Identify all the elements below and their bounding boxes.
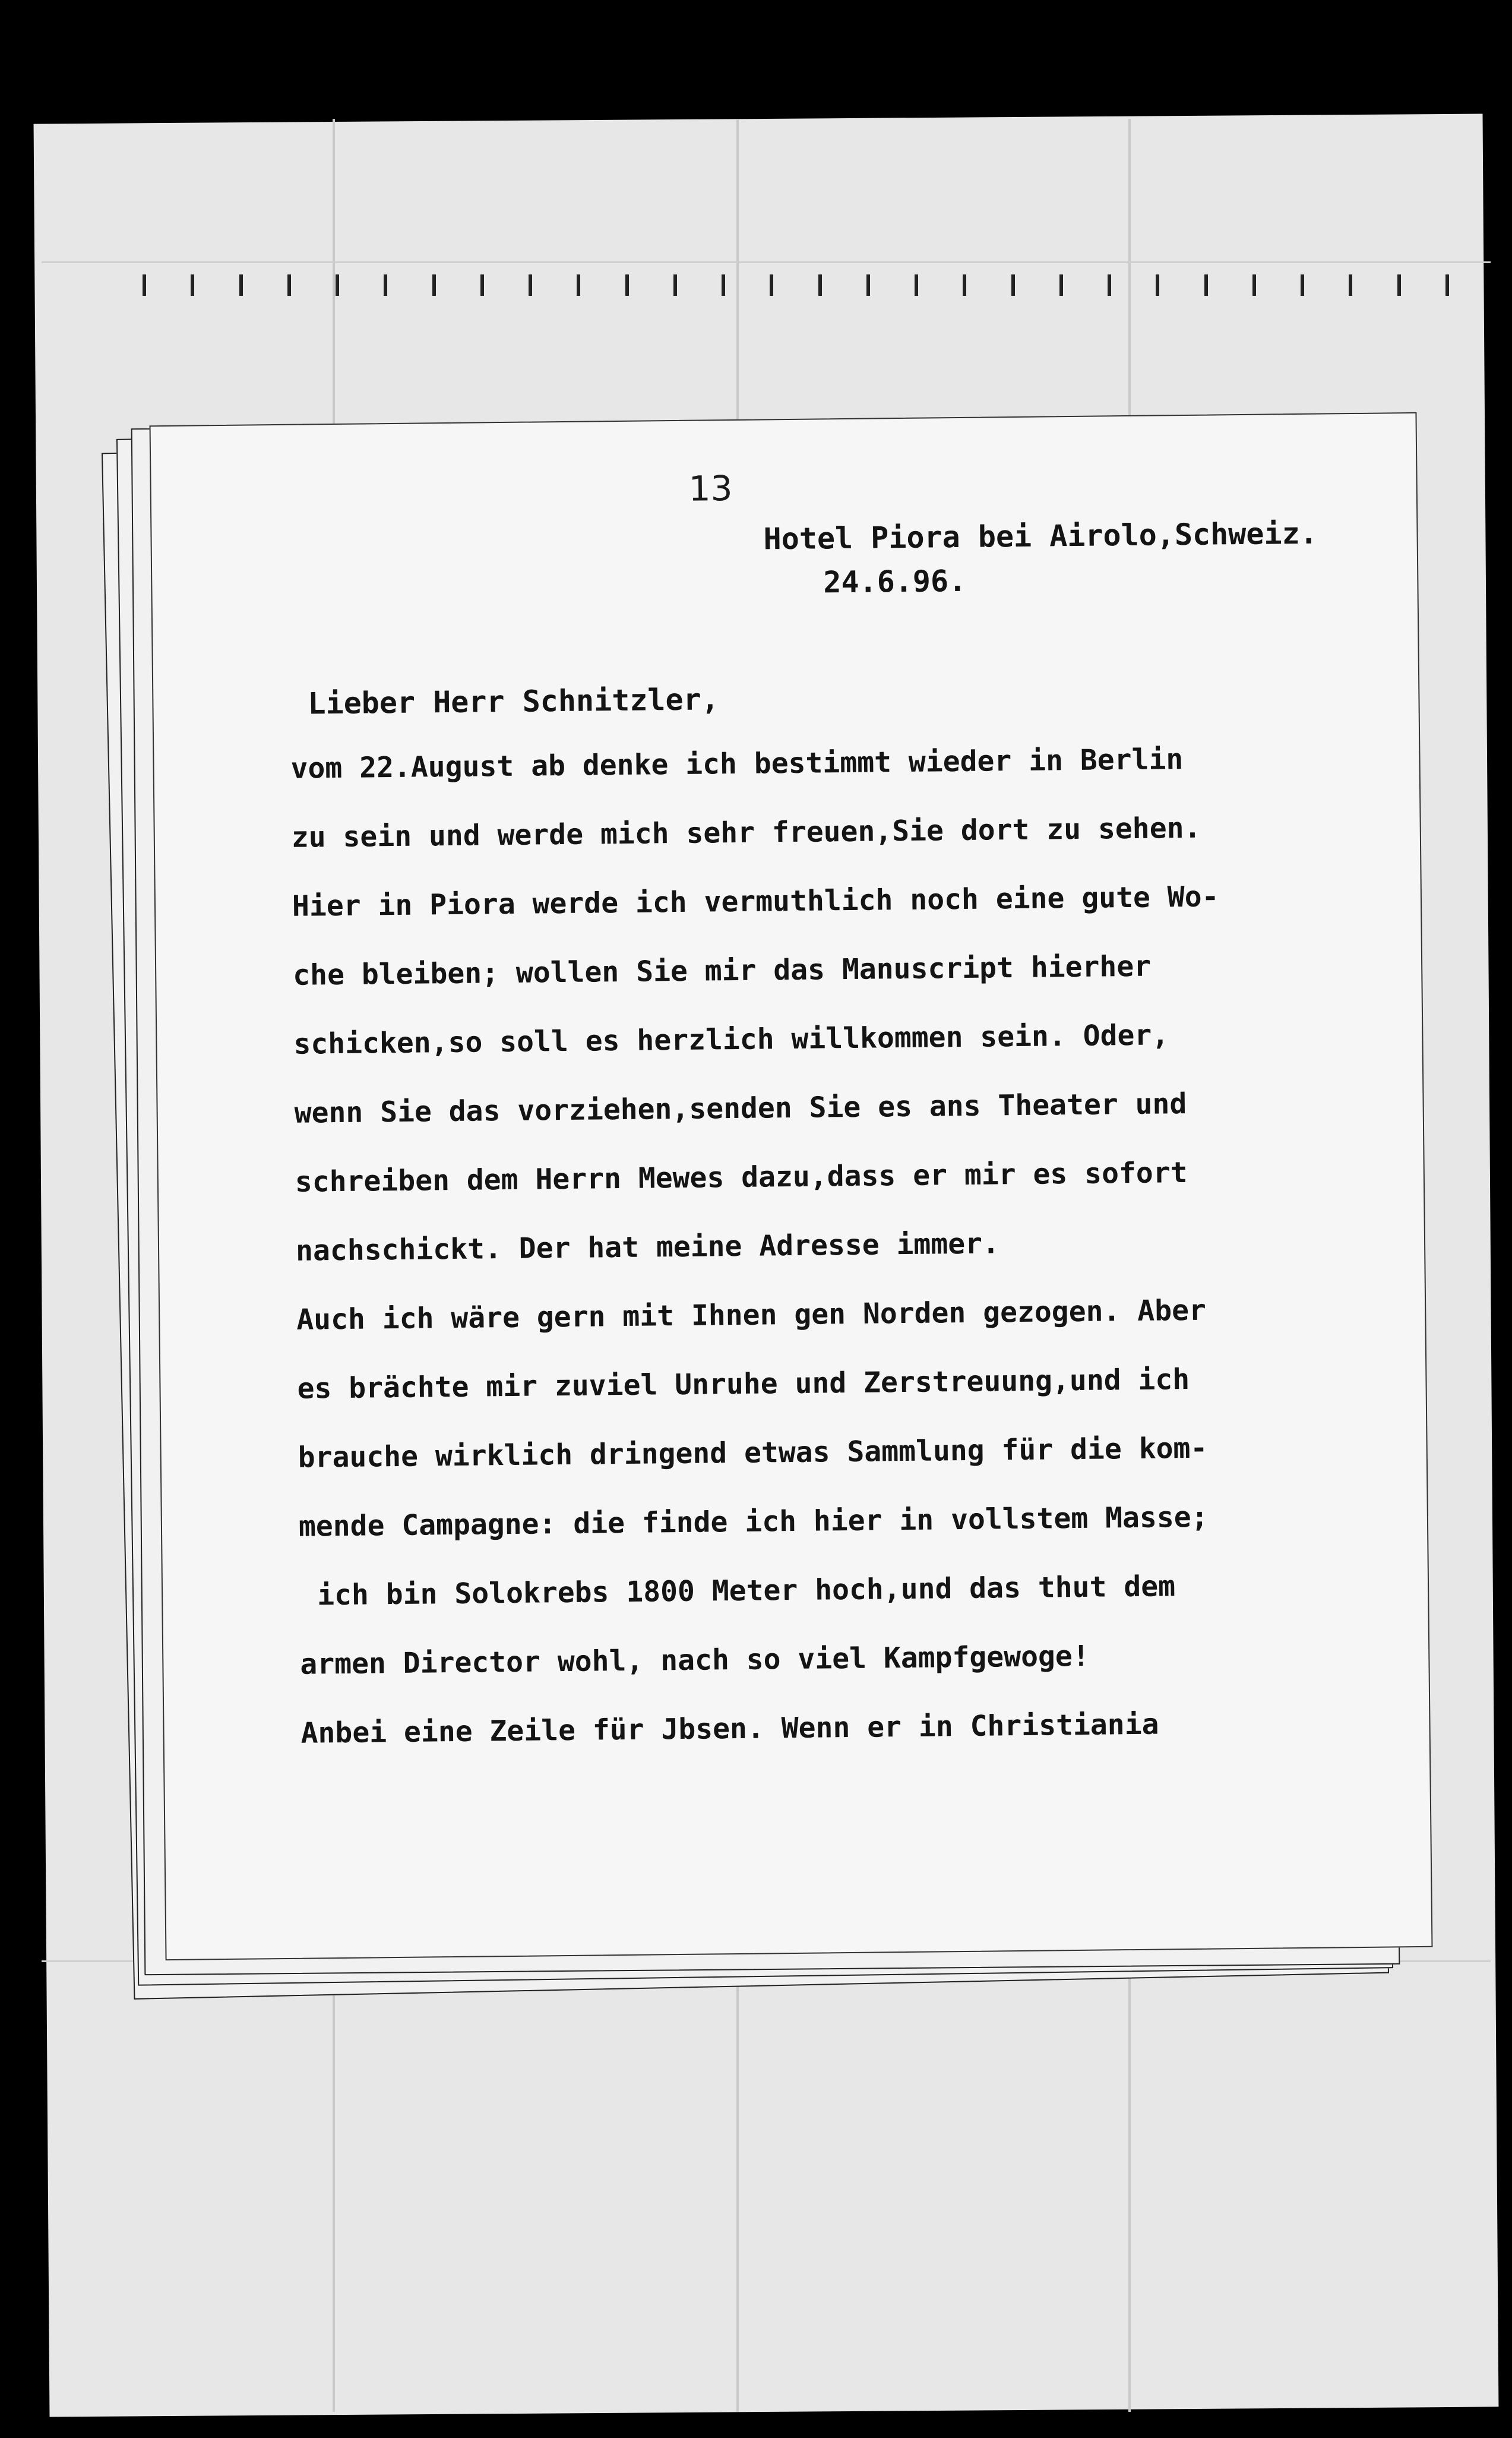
body-line: ich bin Solokrebs 1800 Meter hoch,und das thut dem [317, 1569, 1176, 1612]
letter-date: 24.6.96. [823, 563, 967, 600]
film-edge-left [0, 0, 24, 2438]
sender-address: Hotel Piora bei Airolo,Schweiz. [763, 516, 1318, 557]
body-line: schreiben dem Herrn Mewes dazu,dass er mir es sofort [295, 1156, 1188, 1199]
backing-crease [42, 261, 1491, 263]
salutation: Lieber Herr Schnitzler, [308, 682, 720, 721]
body-line: schicken,so soll es herzlich willkommen sein. Oder, [293, 1018, 1169, 1061]
body-line: Anbei eine Zeile für Jbsen. Wenn er in Christiania [300, 1707, 1159, 1750]
page-number: 13 [688, 468, 733, 509]
letter-page [150, 412, 1433, 1960]
body-line: nachschickt. Der hat meine Adresse immer. [295, 1227, 1000, 1268]
body-line: che bleiben; wollen Sie mir das Manuscript hierher [292, 949, 1152, 992]
body-line: zu sein und werde mich sehr freuen,Sie dort zu sehen. [291, 811, 1201, 854]
body-line: wenn Sie das vorziehen,senden Sie es ans Theater und [294, 1087, 1187, 1130]
body-line: mende Campagne: die finde ich hier in vollstem Masse; [298, 1500, 1209, 1543]
body-line: Hier in Piora werde ich vermuthlich noch eine gute Wo- [292, 880, 1219, 923]
body-line: vom 22.August ab denke ich bestimmt wieder in Berlin [290, 743, 1184, 785]
body-line: brauche wirklich dringend etwas Sammlung für die kom- [298, 1431, 1208, 1474]
letter-body [290, 722, 1429, 1768]
body-line: Auch ich wäre gern mit Ihnen gen Norden gezogen. Aber [296, 1293, 1207, 1337]
perforation-marks [143, 267, 1449, 303]
body-line: es brächte mir zuviel Unruhe und Zerstreuung,und ich [297, 1362, 1190, 1406]
body-line: armen Director wohl, nach so viel Kampfgewoge! [300, 1639, 1090, 1681]
